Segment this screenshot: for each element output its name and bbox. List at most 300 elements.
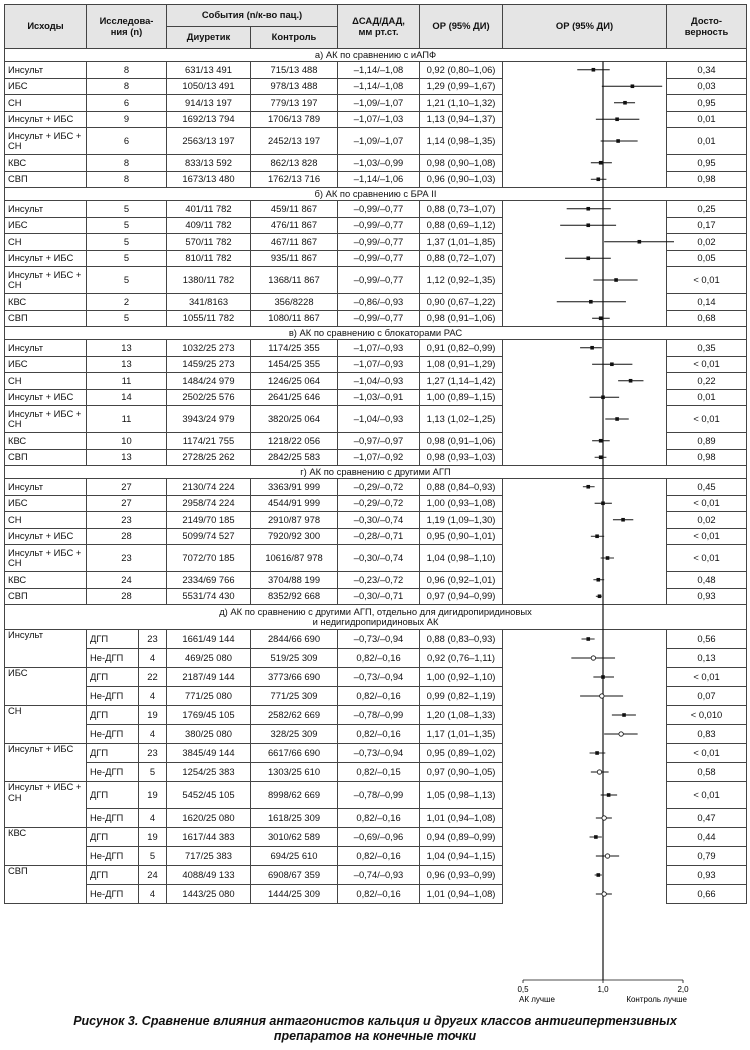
ccb-type: Не-ДГП [87,847,139,866]
or-value: 1,21 (1,10–1,32) [420,95,503,112]
header-studies: Исследова- ния (n) [87,5,167,49]
events-diuretic: 833/13 592 [167,155,251,172]
forest-cell [503,687,667,706]
outcome-name: Инсульт [5,479,87,496]
events-control: 1218/22 056 [251,433,338,450]
table-row [5,512,747,529]
p-value: 0,25 [667,201,747,218]
forest-cell [503,763,667,782]
outcome-name: Инсульт + ИБС + СН [5,545,87,572]
ccb-type: ДГП [87,668,139,687]
table-row [5,406,747,433]
ccb-type: ДГП [87,828,139,847]
forest-cell [503,495,667,512]
p-value: < 0,01 [667,495,747,512]
p-value: < 0,01 [667,545,747,572]
events-diuretic: 1769/45 105 [167,706,251,725]
forest-cell [503,310,667,327]
events-control: 862/13 828 [251,155,338,172]
events-diuretic: 1380/11 782 [167,267,251,294]
or-value: 0,98 (0,91–1,06) [420,433,503,450]
table-row [5,201,747,218]
outcome-name: Инсульт + ИБС + СН [5,267,87,294]
forest-cell [503,847,667,866]
outcome-name: Инсульт + ИБС + СН [5,128,87,155]
table-row [5,171,747,188]
events-diuretic: 1174/21 755 [167,433,251,450]
forest-cell [503,545,667,572]
bp-difference: –0,74/–0,93 [338,866,420,885]
events-diuretic: 5531/74 430 [167,588,251,605]
bp-difference: –1,09/–1,07 [338,95,420,112]
forest-cell [503,406,667,433]
events-control: 2641/25 646 [251,389,338,406]
table-row [5,78,747,95]
or-value: 0,88 (0,72–1,07) [420,250,503,267]
study-count: 27 [87,495,167,512]
events-control: 8998/62 669 [251,782,338,809]
or-value: 1,20 (1,08–1,33) [420,706,503,725]
x-tick-label: 0,5 [517,985,529,994]
section-title: д) АК по сравнению с другими АГП, отдельно для дигидропиридиновых и недигидропиридиновых АК [5,605,747,630]
section-header-row [5,605,747,630]
bp-difference: –0,29/–0,72 [338,495,420,512]
forest-cell [503,433,667,450]
bp-difference: –0,30/–0,74 [338,545,420,572]
events-diuretic: 4088/49 133 [167,866,251,885]
outcome-name [5,847,87,866]
events-control: 1080/11 867 [251,310,338,327]
study-count: 23 [87,512,167,529]
or-value: 0,97 (0,90–1,05) [420,763,503,782]
study-count: 14 [87,389,167,406]
outcome-name: Инсульт + ИБС + СН [5,406,87,433]
or-value: 0,88 (0,83–0,93) [420,630,503,649]
p-value: 0,17 [667,217,747,234]
forest-cell [503,171,667,188]
or-value: 1,04 (0,94–1,15) [420,847,503,866]
bp-difference: –1,03/–0,99 [338,155,420,172]
events-control: 1618/25 309 [251,809,338,828]
outcome-name: Инсульт [5,201,87,218]
p-value: < 0,01 [667,744,747,763]
forest-cell [503,95,667,112]
or-value: 0,95 (0,89–1,02) [420,744,503,763]
study-count: 5 [87,310,167,327]
bp-difference: –0,28/–0,71 [338,528,420,545]
or-value: 1,27 (1,14–1,42) [420,373,503,390]
or-value: 1,13 (1,02–1,25) [420,406,503,433]
p-value: < 0,01 [667,782,747,809]
table-row [5,763,747,782]
study-count: 13 [87,449,167,466]
p-value: 0,45 [667,479,747,496]
events-diuretic: 2563/13 197 [167,128,251,155]
table-row [5,782,747,809]
p-value: 0,01 [667,389,747,406]
outcome-name: Инсульт + ИБС [5,389,87,406]
forest-cell [503,111,667,128]
study-count: 9 [87,111,167,128]
bp-difference: –0,99/–0,77 [338,201,420,218]
ccb-type: Не-ДГП [87,885,139,904]
outcome-name: Инсульт + ИБС [5,744,87,763]
p-value: < 0,010 [667,706,747,725]
table-row [5,744,747,763]
forest-cell [503,828,667,847]
table-row [5,389,747,406]
or-value: 1,00 (0,93–1,08) [420,495,503,512]
p-value: 0,14 [667,294,747,311]
forest-cell [503,340,667,357]
events-control: 356/8228 [251,294,338,311]
outcome-name: СН [5,373,87,390]
outcome-name [5,809,87,828]
events-control: 467/11 867 [251,234,338,251]
events-control: 1454/25 355 [251,356,338,373]
table-row [5,234,747,251]
events-diuretic: 409/11 782 [167,217,251,234]
or-value: 1,00 (0,92–1,10) [420,668,503,687]
outcome-name: СВП [5,866,87,885]
table-row [5,866,747,885]
header-outcomes: Исходы [5,5,87,49]
outcome-name: Инсульт [5,62,87,79]
events-control: 476/11 867 [251,217,338,234]
bp-difference: –1,04/–0,93 [338,373,420,390]
bp-difference: –0,69/–0,96 [338,828,420,847]
events-control: 2910/87 978 [251,512,338,529]
header-or-plot: ОР (95% ДИ) [503,5,667,49]
forest-cell [503,885,667,904]
events-control: 6617/66 690 [251,744,338,763]
forest-cell [503,155,667,172]
p-value: 0,98 [667,449,747,466]
events-diuretic: 914/13 197 [167,95,251,112]
events-control: 459/11 867 [251,201,338,218]
or-value: 0,98 (0,90–1,08) [420,155,503,172]
p-value: 0,58 [667,763,747,782]
bp-difference: –1,07/–0,92 [338,449,420,466]
study-count: 19 [139,828,167,847]
axis-right-label: Контроль лучше [626,995,687,1004]
or-value: 0,90 (0,67–1,22) [420,294,503,311]
events-diuretic: 3845/49 144 [167,744,251,763]
p-value: 0,47 [667,809,747,828]
outcome-name: СВП [5,449,87,466]
events-control: 3820/25 064 [251,406,338,433]
forest-cell [503,234,667,251]
events-control: 6908/67 359 [251,866,338,885]
table-row [5,155,747,172]
bp-difference: –0,30/–0,74 [338,512,420,529]
or-value: 1,05 (0,98–1,13) [420,782,503,809]
or-value: 0,96 (0,93–0,99) [420,866,503,885]
bp-difference: –1,04/–0,93 [338,406,420,433]
ccb-type: Не-ДГП [87,687,139,706]
or-value: 1,08 (0,91–1,29) [420,356,503,373]
events-control: 2844/66 690 [251,630,338,649]
forest-cell [503,630,667,649]
events-diuretic: 1443/25 080 [167,885,251,904]
study-count: 23 [87,545,167,572]
study-count: 8 [87,62,167,79]
events-diuretic: 2502/25 576 [167,389,251,406]
outcome-name: ИБС [5,668,87,687]
bp-difference: –0,99/–0,77 [338,234,420,251]
p-value: 0,35 [667,340,747,357]
events-diuretic: 810/11 782 [167,250,251,267]
bp-difference: 0,82/–0,15 [338,763,420,782]
or-value: 1,17 (1,01–1,35) [420,725,503,744]
or-value: 1,12 (0,92–1,35) [420,267,503,294]
events-control: 2842/25 583 [251,449,338,466]
forest-cell [503,588,667,605]
bp-difference: –0,99/–0,77 [338,250,420,267]
table-row [5,588,747,605]
events-diuretic: 5452/45 105 [167,782,251,809]
forest-cell [503,356,667,373]
bp-difference: –0,99/–0,77 [338,217,420,234]
outcome-name: ИБС [5,217,87,234]
study-count: 11 [87,406,167,433]
bp-difference: –0,73/–0,94 [338,744,420,763]
bp-difference: 0,82/–0,16 [338,885,420,904]
or-value: 1,01 (0,94–1,08) [420,809,503,828]
bp-difference: –0,30/–0,71 [338,588,420,605]
p-value: 0,03 [667,78,747,95]
table-row [5,479,747,496]
events-control: 3363/91 999 [251,479,338,496]
events-control: 2452/13 197 [251,128,338,155]
events-diuretic: 5099/74 527 [167,528,251,545]
forest-cell [503,62,667,79]
table-row [5,95,747,112]
outcome-name: КВС [5,294,87,311]
table-row [5,310,747,327]
p-value: < 0,01 [667,668,747,687]
p-value: < 0,01 [667,528,747,545]
ccb-type: Не-ДГП [87,725,139,744]
outcome-name: Инсульт + ИБС + СН [5,782,87,809]
events-diuretic: 631/13 491 [167,62,251,79]
p-value: < 0,01 [667,356,747,373]
bp-difference: 0,82/–0,16 [338,687,420,706]
forest-cell [503,512,667,529]
events-control: 1444/25 309 [251,885,338,904]
study-count: 10 [87,433,167,450]
table-row [5,340,747,357]
p-value: 0,13 [667,649,747,668]
outcome-name: Инсульт + ИБС [5,528,87,545]
or-value: 0,92 (0,76–1,11) [420,649,503,668]
bp-difference: –1,07/–0,93 [338,340,420,357]
forest-cell [503,128,667,155]
outcome-name: Инсульт [5,340,87,357]
or-value: 0,98 (0,91–1,06) [420,310,503,327]
or-value: 0,97 (0,94–0,99) [420,588,503,605]
table-row [5,217,747,234]
events-control: 1303/25 610 [251,763,338,782]
p-value: 0,01 [667,111,747,128]
header-control: Контроль [251,27,338,49]
or-value: 1,01 (0,94–1,08) [420,885,503,904]
outcome-name: Инсульт + ИБС [5,250,87,267]
table-row [5,687,747,706]
or-value: 0,91 (0,82–0,99) [420,340,503,357]
or-value: 0,95 (0,90–1,01) [420,528,503,545]
bp-difference: –0,23/–0,72 [338,572,420,589]
forest-cell [503,479,667,496]
p-value: < 0,01 [667,267,747,294]
events-diuretic: 401/11 782 [167,201,251,218]
or-value: 0,96 (0,92–1,01) [420,572,503,589]
header-events: События (n/к-во пац.) [167,5,338,27]
events-diuretic: 1050/13 491 [167,78,251,95]
bp-difference: 0,82/–0,16 [338,847,420,866]
events-diuretic: 1661/49 144 [167,630,251,649]
events-control: 519/25 309 [251,649,338,668]
study-count: 5 [139,763,167,782]
events-diuretic: 380/25 080 [167,725,251,744]
study-count: 13 [87,340,167,357]
x-tick-label: 2,0 [677,985,689,994]
events-control: 3704/88 199 [251,572,338,589]
events-control: 1174/25 355 [251,340,338,357]
study-count: 23 [139,630,167,649]
events-control: 694/25 610 [251,847,338,866]
study-count: 5 [87,201,167,218]
events-diuretic: 2187/49 144 [167,668,251,687]
events-control: 978/13 488 [251,78,338,95]
outcome-name: СВП [5,171,87,188]
table-row [5,128,747,155]
study-count: 4 [139,885,167,904]
events-control: 715/13 488 [251,62,338,79]
bp-difference: –1,14/–1,08 [338,78,420,95]
bp-difference: –0,73/–0,94 [338,630,420,649]
events-control: 1246/25 064 [251,373,338,390]
events-diuretic: 2149/70 185 [167,512,251,529]
p-value: 0,68 [667,310,747,327]
section-header-row [5,327,747,340]
ccb-type: Не-ДГП [87,809,139,828]
or-value: 0,88 (0,84–0,93) [420,479,503,496]
p-value: 0,93 [667,588,747,605]
table-row [5,847,747,866]
outcome-name [5,763,87,782]
forest-cell [503,449,667,466]
events-control: 935/11 867 [251,250,338,267]
study-count: 4 [139,687,167,706]
outcome-name [5,687,87,706]
bp-difference: –0,78/–0,99 [338,706,420,725]
ccb-type: ДГП [87,866,139,885]
study-count: 28 [87,588,167,605]
ccb-type: ДГП [87,706,139,725]
study-count: 2 [87,294,167,311]
forest-cell [503,649,667,668]
header-significance: Досто- верность [667,5,747,49]
table-row [5,828,747,847]
study-count: 6 [87,95,167,112]
events-diuretic: 1620/25 080 [167,809,251,828]
events-diuretic: 2728/25 262 [167,449,251,466]
outcome-name: КВС [5,572,87,589]
study-count: 5 [139,847,167,866]
outcome-name: Инсульт + ИБС [5,111,87,128]
ccb-type: Не-ДГП [87,763,139,782]
outcome-name: СН [5,234,87,251]
bp-difference: –1,09/–1,07 [338,128,420,155]
table-row [5,649,747,668]
p-value: 0,07 [667,687,747,706]
forest-cell [503,725,667,744]
forest-cell [503,294,667,311]
header-diuretic: Диуретик [167,27,251,49]
p-value: 0,01 [667,128,747,155]
events-control: 1368/11 867 [251,267,338,294]
events-diuretic: 771/25 080 [167,687,251,706]
x-tick-label: 1,0 [597,985,609,994]
p-value: 0,34 [667,62,747,79]
table-row [5,630,747,649]
p-value: 0,95 [667,95,747,112]
events-diuretic: 1254/25 383 [167,763,251,782]
p-value: 0,05 [667,250,747,267]
events-diuretic: 341/8163 [167,294,251,311]
table-row [5,668,747,687]
outcome-name: КВС [5,828,87,847]
ccb-type: ДГП [87,782,139,809]
bp-difference: –0,29/–0,72 [338,479,420,496]
events-control: 10616/87 978 [251,545,338,572]
section-title: в) АК по сравнению с блокаторами РАС [5,327,747,340]
events-diuretic: 1692/13 794 [167,111,251,128]
forest-cell [503,78,667,95]
events-diuretic: 469/25 080 [167,649,251,668]
study-count: 28 [87,528,167,545]
events-control: 3773/66 690 [251,668,338,687]
events-diuretic: 2130/74 224 [167,479,251,496]
table-row [5,885,747,904]
outcome-name: ИБС [5,495,87,512]
or-value: 1,29 (0,99–1,67) [420,78,503,95]
forest-cell [503,782,667,809]
events-diuretic: 1032/25 273 [167,340,251,357]
bp-difference: –1,07/–0,93 [338,356,420,373]
axis-left-label: АК лучше [519,995,555,1004]
p-value: 0,95 [667,155,747,172]
section-title: б) АК по сравнению с БРА II [5,188,747,201]
study-count: 24 [87,572,167,589]
forest-cell [503,389,667,406]
table-row [5,495,747,512]
forest-cell [503,668,667,687]
study-count: 8 [87,78,167,95]
section-header-row [5,49,747,62]
table-row [5,706,747,725]
study-count: 8 [87,171,167,188]
or-value: 0,92 (0,80–1,06) [420,62,503,79]
section-title: г) АК по сравнению с другими АГП [5,466,747,479]
events-control: 2582/62 669 [251,706,338,725]
outcome-name: Инсульт [5,630,87,649]
figure-caption: Рисунок 3. Сравнение влияния антагонистов кальция и других классов антигипертензивных препаратов на конечные точки [73,1014,677,1043]
table-row [5,809,747,828]
table-row [5,111,747,128]
events-control: 3010/62 589 [251,828,338,847]
